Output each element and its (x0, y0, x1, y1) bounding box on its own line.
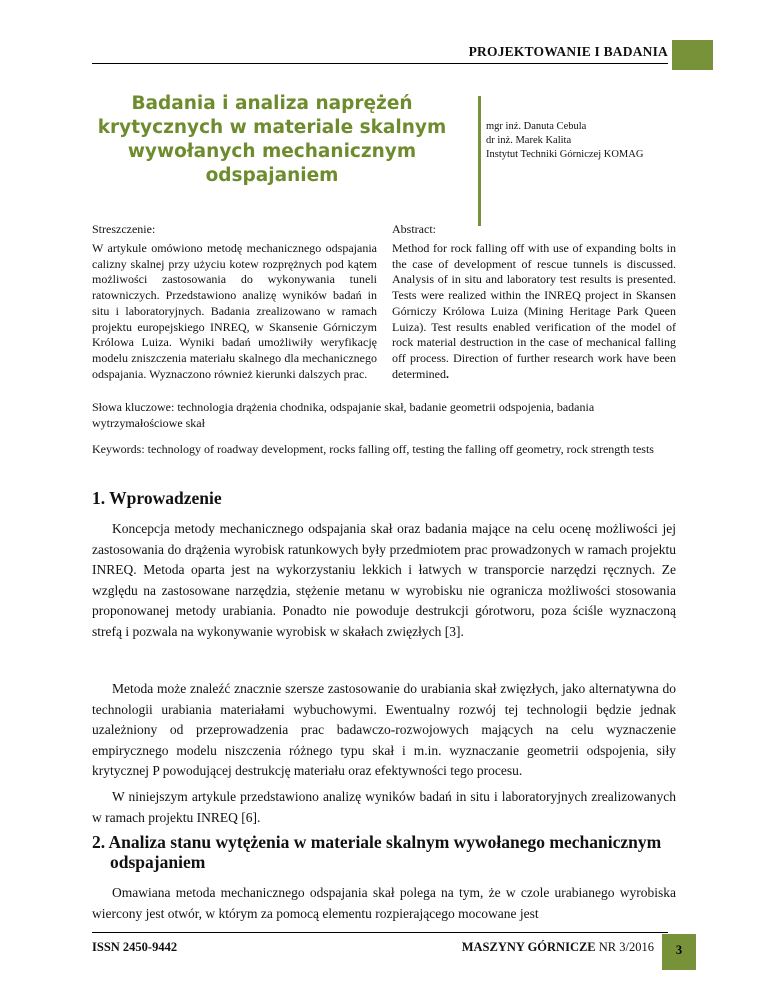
section-2-paragraph-1: Omawiana metoda mechanicznego odspajania skał polega na tym, że w czole urabianego wyrobiska wiercony jest otwór, w którym za pomocą elementu rozpierającego mocowane jest (92, 885, 676, 921)
footer-rule (92, 932, 668, 933)
journal-issue: NR 3/2016 (598, 940, 654, 954)
abstract-en-label: Abstract: (392, 222, 436, 236)
author-2: dr inż. Marek Kalita (486, 135, 572, 146)
footer-issn: ISSN 2450-9442 (92, 940, 178, 954)
section-2-heading-line-2: odspajaniem (110, 852, 206, 872)
author-1: mgr inż. Danuta Cebula (486, 121, 587, 132)
abstract-pl-text: W artykule omówiono metodę mechanicznego odspajania calizny skalnej przy użyciu kotew rozprężnych pod kątem możliwości zastosowania do wykonywania tuneli ratowniczych. Przedstawiono analizę wyników badań in situ i laboratoryjnych. Badania zrealizowano w ramach projektu europejskiego INREQ, w Skansenie Górniczym Królowa Luiza. Wyniki badań umożliwiły weryfikację modelu zniszczenia materiału skalnego dla mechanicznego odspajania. Wyznaczono również kierunki dalszych prac. (92, 241, 377, 381)
page-number: 3 (675, 943, 683, 957)
section-1-paragraph-1: Koncepcja metody mechanicznego odspajania skał oraz badania mające na celu ocenę możliwości jej zastosowania do drążenia wyrobisk ratunkowych były przedmiotem prac prowadzonych w ramach projektu INREQ. Metoda oparta jest na wykorzystaniu lekkich i łatwych w transporcie narzędzi ręcznych. Ze względu na zastosowane narzędzia, stężenie metanu w wyrobisku nie ogranicza możliwości stosowania proponowanej metody urabiania. Ponadto nie powoduje destrukcji górotworu, poza ściśle wyznaczoną strefą i pozwala na wykonywanie wyrobisk w skałach zwięzłych [3]. (92, 521, 676, 639)
section-1-heading: 1. Wprowadzenie (92, 488, 222, 508)
footer-journal (462, 940, 654, 955)
author-affiliation: Instytut Techniki Górniczej KOMAG (486, 149, 644, 160)
section-2-heading-line-1: 2. Analiza stanu wytężenia w materiale skalnym wywołanego mechanicznym (92, 832, 662, 852)
abstract-en-block (392, 241, 676, 382)
journal-name: MASZYNY GÓRNICZE (461, 940, 596, 954)
abstract-pl-label: Streszczenie: (92, 222, 156, 236)
title-divider (478, 96, 481, 226)
running-header: PROJEKTOWANIE I BADANIA (468, 44, 668, 59)
keywords-pl: Słowa kluczowe: technologia drążenia chodnika, odspajanie skał, badanie geometrii odspojenia, badania wytrzymałościowe skał (92, 400, 595, 430)
header-accent-block (672, 40, 713, 70)
article-title: Badania i analiza naprężeń krytycznych w materiale skalnym wywołanych mechanicznym odspajaniem (97, 93, 447, 186)
abstract-en-text: Method for rock falling off with use of expanding bolts in the case of development of rescue tunnels is discussed. Analysis of in situ and laboratory test results is presented. Tests were realized within the INREQ project in Skansen Górniczy Królowa Luiza (Mining Heritage Park Queen Luiza). Test results enabled verification of the model of rock material destruction in the case of mechanical falling off process. Direction of further research work have been determined (392, 241, 676, 381)
header-rule (92, 63, 668, 64)
section-1-paragraph-3: W niniejszym artykule przedstawiono analizę wyników badań in situ i laboratoryjnych zrealizowanych w ramach projektu INREQ [6]. (92, 789, 676, 825)
keywords-en: Keywords: technology of roadway development, rocks falling off, testing the falling off geometry, rock strength tests (92, 442, 654, 456)
abstract-en-end: . (445, 366, 449, 381)
author-list (486, 120, 643, 162)
section-1-paragraph-2: Metoda może znaleźć znacznie szersze zastosowanie do urabiania skał zwięzłych, jako alternatywna do technologii urabiania materiałami wybuchowymi. Ewentualny rozwój tej technologii będzie jednak uzależniony od przeprowadzenia prac badawczo-rozwojowych mających na celu wyznaczenie empirycznego modelu niszczenia różnego typu skał i m.in. wyznaczanie geometrii odspojenia, siły krytycznej P powodującej destrukcję materiału oraz efektywności tego procesu. (92, 681, 676, 779)
